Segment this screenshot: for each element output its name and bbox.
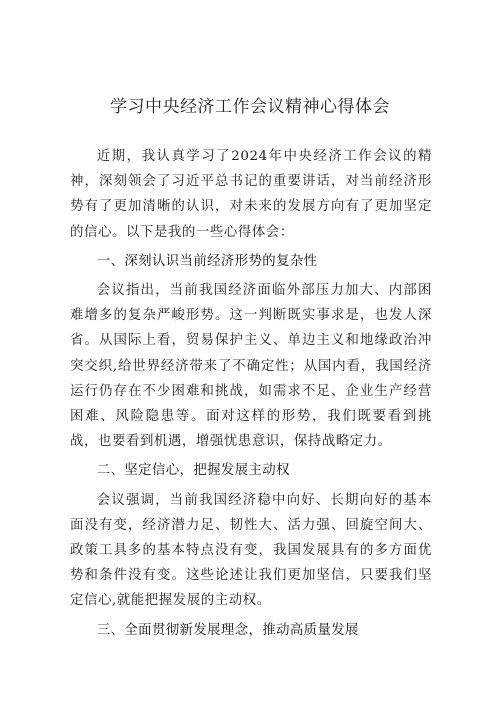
- section-heading-2: 二、坚定信心，把握发展主动权: [96, 463, 290, 479]
- document-body: [70, 144, 432, 647]
- section-paragraph-1: 会议指出，当前我国经济面临外部压力加大、内部困难增多的复杂严峻形势。这一判断既实事求是，也发人深省。从国际上看，贸易保护主义、单边主义和地缘政治冲突交织,给世界经济带来了不确定性；从国内看，我国经济运行仍存在不少困难和挑战，如需求不足、企业生产经营困难、风险隐患等。面对这样的形势，我们既要看到挑战，也要看到机遇，增强忧患意识，保持战略定力。: [70, 283, 432, 450]
- document-title: 学习中央经济工作会议精神心得体会: [110, 97, 390, 117]
- section-paragraph-2: 会议强调，当前我国经济稳中向好、长期向好的基本面没有变，经济潜力足、韧性大、活力强、回旋空间大、政策工具多的基本特点没有变，我国发展具有的多方面优势和条件没有变。这些论述让我们更加坚信，只要我们坚定信心,就能把握发展的主动权。: [70, 492, 432, 609]
- section-heading-3: 三、全面贯彻新发展理念，推动高质量发展: [96, 622, 359, 638]
- intro-paragraph: 近期，我认真学习了2024年中央经济工作会议的精神，深刻领会了习近平总书记的重要讲话，对当前经济形势有了更加清晰的认识，对未来的发展方向有了更加坚定的信心。以下是我的一些心得体会：: [70, 149, 432, 240]
- section-heading-1: 一、深刻认识当前经济形势的复杂性: [96, 253, 318, 269]
